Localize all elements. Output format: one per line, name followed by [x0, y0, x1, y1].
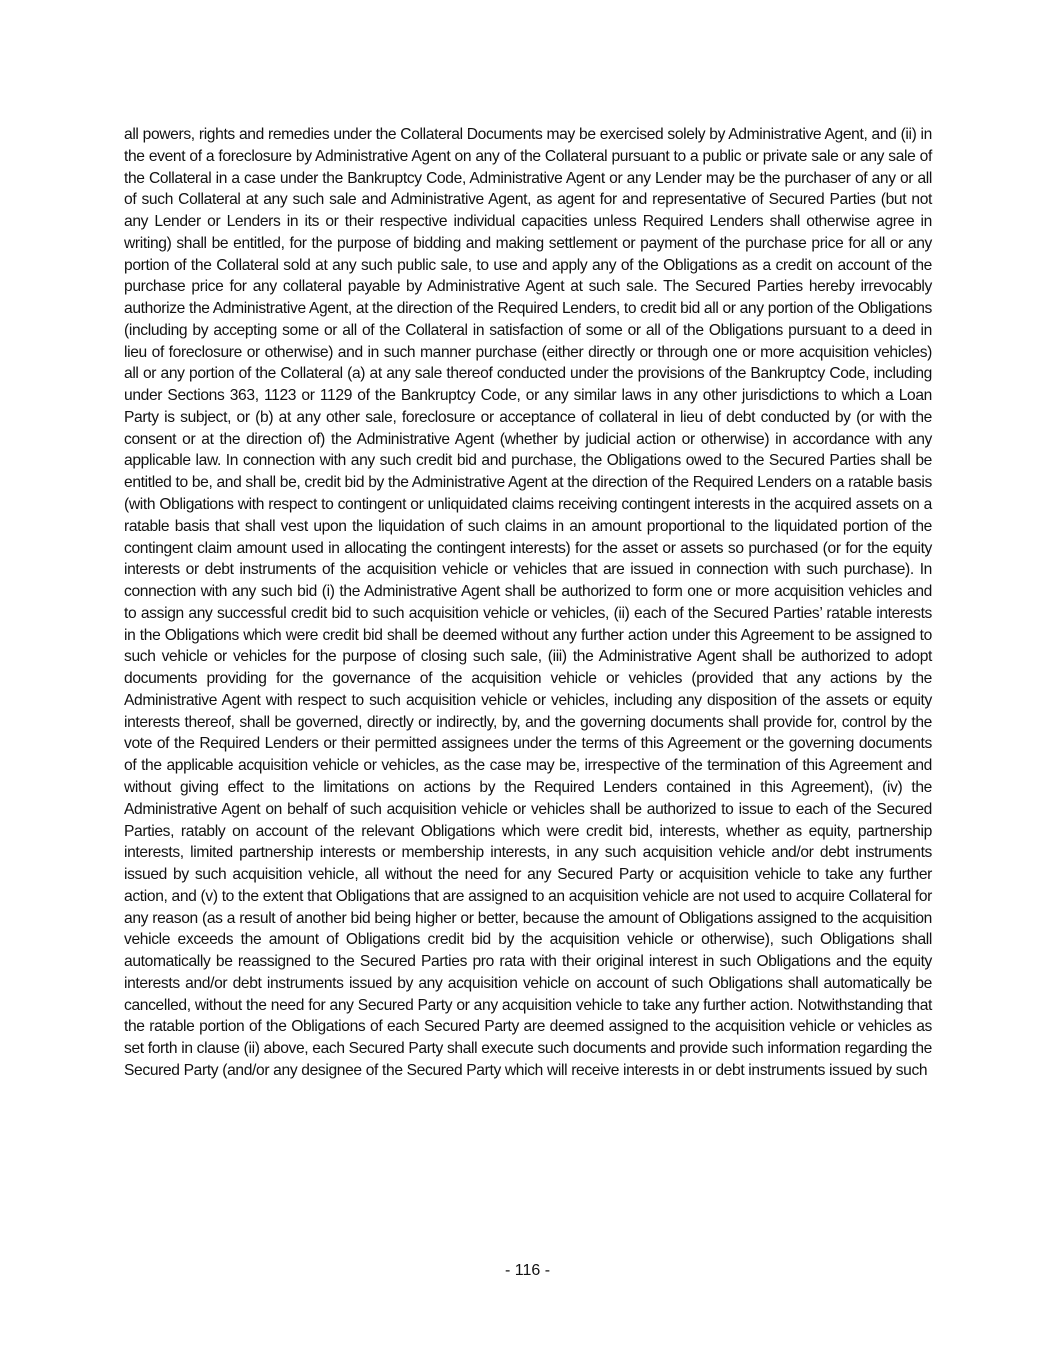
body-paragraph: all powers, rights and remedies under the Collateral Documents may be exercised solely by Administrative Agent, and (ii) in the event of a foreclosure by Administrative Agent on any of the Collateral pursuant to a public or private sale or any sale of the Collateral in a case under the Bankruptcy Code, Administrative Agent or any Lender may be the purchaser of any or all of such Collateral at any such sale and Administrative Agent, as agent for and representative of Secured Parties (but not any Lender or Lenders in its or their respective individual capacities unless Required Lenders shall otherwise agree in writing) shall be entitled, for the purpose of bidding and making settlement or payment of the purchase price for all or any portion of the Collateral sold at any such public sale, to use and apply any of the Obligations as a credit on account of the purchase price for any collateral payable by Administrative Agent at such sale. The Secured Parties hereby irrevocably authorize the Administrative Agent, at the direction of the Required Lenders, to credit bid all or any portion of the Obligations (including by accepting some or all of the Collateral in satisfaction of some or all of the Obligations pursuant to a deed in lieu of foreclosure or otherwise) and in such manner purchase (either directly or through one or more acquisition vehicles) all or any portion of the Collateral (a) at any sale thereof conducted under the provisions of the Bankruptcy Code, including under Sections 363, 1123 or 1129 of the Bankruptcy Code, or any similar laws in any other jurisdictions to which a Loan Party is subject, or (b) at any other sale, foreclosure or acceptance of collateral in lieu of debt conducted by (or with the consent or at the direction of) the Administrative Agent (whether by judicial action or otherwise) in accordance with any applicable law. In connection with any such credit bid and purchase, the Obligations owed to the Secured Parties shall be entitled to be, and shall be, credit bid by the Administrative Agent at the direction of the Required Lenders on a ratable basis (with Obligations with respect to contingent or unliquidated claims receiving contingent interests in the acquired assets on a ratable basis that shall vest upon the liquidation of such claims in an amount proportional to the liquidated portion of the contingent claim amount used in allocating the contingent interests) for the asset or assets so purchased (or for the equity interests or debt instruments of the acquisition vehicle or vehicles that are issued in connection with such purchase). In connection with any such bid (i) the Administrative Agent shall be authorized to form one or more acquisition vehicles and to assign any successful credit bid to such acquisition vehicle or vehicles, (ii) each of the Secured Parties’ ratable interests in the Obligations which were credit bid shall be deemed without any further action under this Agreement to be assigned to such vehicle or vehicles for the purpose of closing such sale, (iii) the Administrative Agent shall be authorized to adopt documents providing for the governance of the acquisition vehicle or vehicles (provided that any actions by the Administrative Agent with respect to such acquisition vehicle or vehicles, including any disposition of the assets or equity interests thereof, shall be governed, directly or indirectly, by, and the governing documents shall provide for, control by the vote of the Required Lenders or their permitted assignees under the terms of this Agreement or the governing documents of the applicable acquisition vehicle or vehicles, as the case may be, irrespective of the termination of this Agreement and without giving effect to the limitations on actions by the Required Lenders contained in this Agreement), (iv) the Administrative Agent on behalf of such acquisition vehicle or vehicles shall be authorized to issue to each of the Secured Parties, ratably on account of the relevant Obligations which were credit bid, interests, whether as equity, partnership interests, limited partnership interests or membership interests, in any such acquisition vehicle and/or debt instruments issued by such acquisition vehicle, all without the need for any Secured Party or acquisition vehicle to take any further action, and (v) to the extent that Obligations that are assigned to an acquisition vehicle are not used to acquire Collateral for any reason (as a result of another bid being higher or better, because the amount of Obligations assigned to the acquisition vehicle exceeds the amount of Obligations credit bid by the acquisition vehicle or otherwise), such Obligations shall automatically be reassigned to the Secured Parties pro rata with their original interest in such Obligations and the equity interests and/or debt instruments issued by any acquisition vehicle on account of such Obligations shall automatically be cancelled, without the need for any Secured Party or any acquisition vehicle to take any further action. Notwithstanding that the ratable portion of the Obligations of each Secured Party are deemed assigned to the acquisition vehicle or vehicles as set forth in clause (ii) above, each Secured Party shall execute such documents and provide such information regarding the Secured Party (and/or any designee of the Secured Party which will receive interests in or debt instruments issued by such: [124, 126, 932, 1079]
page-number: - 116 -: [504, 1262, 551, 1279]
